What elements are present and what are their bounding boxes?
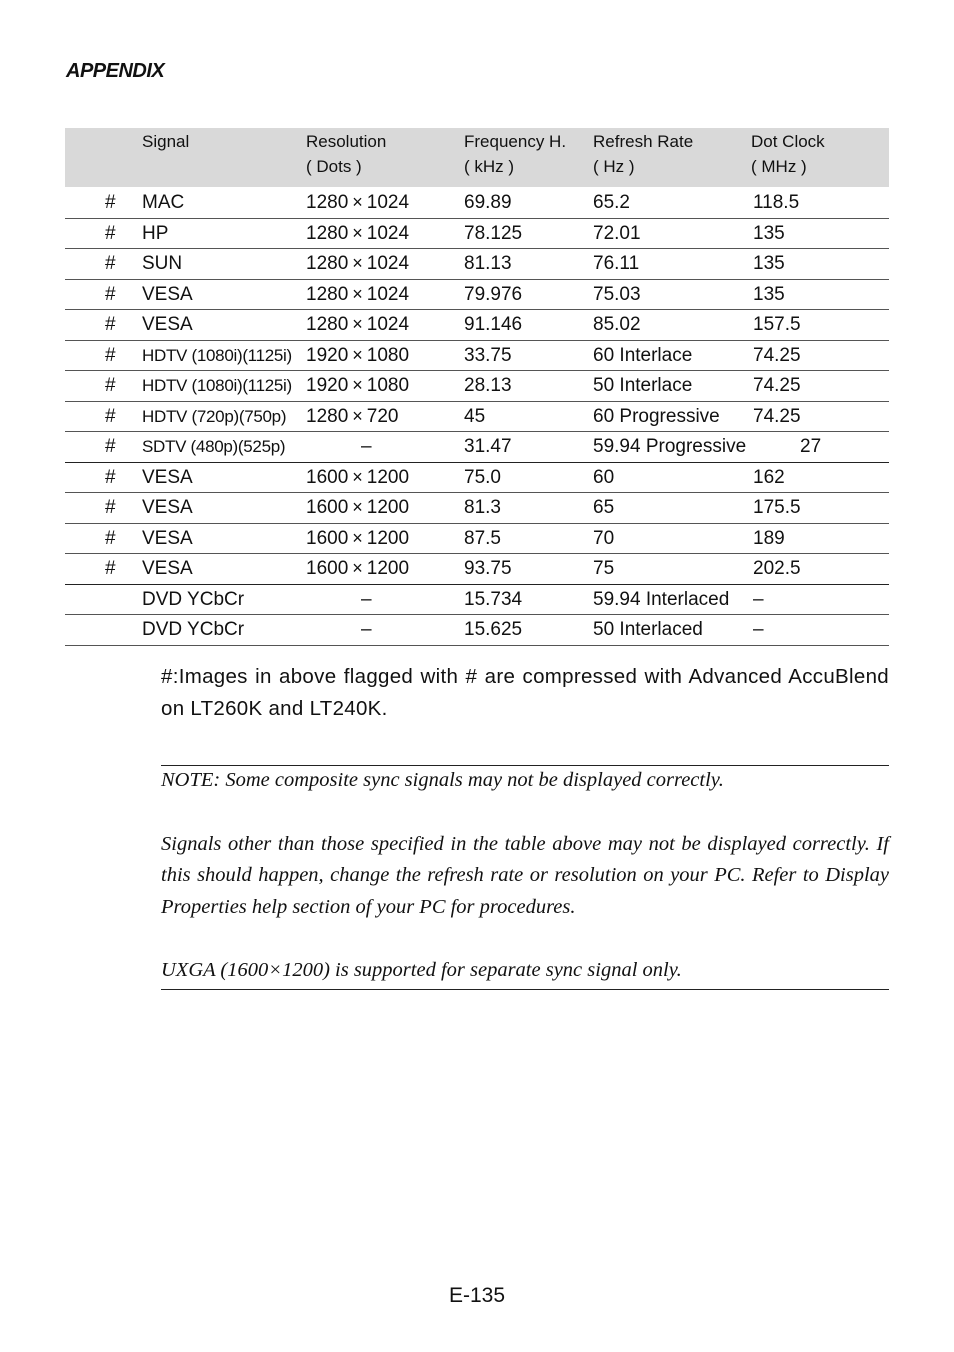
resolution-width: 1920: [306, 375, 349, 396]
row-signal: SDTV (480p)(525p): [142, 437, 286, 456]
row-refresh-rate: 72.01: [593, 222, 641, 244]
row-dot-clock: 175.5: [753, 497, 801, 518]
row-dot-clock: 135: [753, 253, 785, 274]
row-dot-clock: 118.5: [753, 192, 800, 213]
notes-box: [161, 765, 889, 990]
row-refresh-rate: 50 Interlace: [593, 375, 693, 396]
row-resolution: [306, 554, 409, 583]
row-frequency: 79.976: [464, 283, 523, 305]
signal-table: [65, 128, 889, 646]
resolution-height: 1024: [366, 192, 410, 213]
note-composite-sync: NOTE: Some composite sync signals may not be displayed correctly.: [161, 769, 724, 791]
table-row: [65, 341, 889, 372]
row-flag: #: [105, 375, 116, 396]
row-frequency: 81.3: [464, 497, 501, 518]
times-sign: ×: [352, 222, 363, 243]
times-sign: ×: [352, 253, 363, 273]
row-frequency: 69.89: [464, 192, 512, 213]
header-resolution: [306, 129, 386, 179]
resolution-height: 1080: [366, 375, 410, 396]
row-resolution: [306, 219, 409, 248]
row-resolution: [306, 310, 409, 339]
resolution-width: 1600: [306, 527, 349, 549]
row-frequency: 15.625: [464, 619, 523, 640]
row-flag: #: [105, 192, 116, 213]
resolution-height: 1024: [366, 283, 410, 305]
row-frequency: 93.75: [464, 558, 512, 579]
row-frequency: 33.75: [464, 344, 512, 366]
row-refresh-rate: 76.11: [593, 253, 640, 274]
times-sign: ×: [352, 283, 363, 304]
header-signal-label: Signal: [142, 132, 190, 151]
row-dot-clock: 74.25: [753, 344, 801, 366]
note-uxga: UXGA (1600×1200) is supported for separate sync signal only.: [161, 959, 682, 981]
row-dot-clock: –: [753, 619, 764, 640]
row-flag: #: [105, 253, 116, 274]
row-flag: #: [105, 558, 116, 579]
table-row: [65, 188, 889, 219]
row-refresh-rate: 70: [593, 527, 615, 549]
row-signal: VESA: [142, 283, 193, 305]
resolution-width: 1280: [306, 192, 349, 213]
row-dot-clock: 74.25: [753, 375, 801, 396]
row-signal: VESA: [142, 527, 193, 549]
row-refresh-rate: 59.94 Interlaced: [593, 588, 730, 610]
row-resolution: [306, 249, 409, 278]
row-refresh-rate: 50 Interlaced: [593, 619, 703, 640]
row-signal: VESA: [142, 497, 193, 518]
row-dot-clock: 189: [753, 527, 785, 549]
row-frequency: 28.13: [464, 375, 512, 396]
page-number: E-135: [448, 1284, 506, 1307]
times-sign: ×: [352, 192, 363, 212]
row-frequency: 91.146: [464, 314, 523, 335]
header-dotclock: [751, 129, 825, 179]
resolution-width: 1600: [306, 558, 349, 579]
resolution-height: 1024: [366, 222, 410, 244]
times-sign: ×: [352, 558, 363, 578]
row-dot-clock: –: [753, 588, 764, 610]
row-dot-clock: 202.5: [753, 558, 801, 579]
times-sign: ×: [352, 497, 363, 517]
section-title: APPENDIX: [66, 60, 165, 82]
resolution-height: 1080: [366, 344, 410, 366]
table-row: [65, 310, 889, 341]
row-resolution: [306, 463, 409, 492]
row-resolution: –: [361, 588, 372, 610]
row-dot-clock: 27: [800, 436, 822, 457]
header-dotclock-unit: ( MHz ): [751, 157, 807, 176]
row-refresh-rate: 60: [593, 466, 615, 488]
table-row: [65, 249, 889, 280]
row-refresh-rate: 59.94 Progressive: [593, 436, 747, 457]
row-frequency: 81.13: [464, 253, 512, 274]
row-resolution: [306, 371, 409, 400]
times-sign: ×: [352, 344, 363, 365]
resolution-height: 1200: [366, 558, 410, 579]
header-frequency-label: Frequency H.: [464, 132, 567, 151]
row-signal: HP: [142, 222, 169, 244]
times-sign: ×: [352, 314, 363, 334]
row-refresh-rate: 75: [593, 558, 615, 579]
row-dot-clock: 157.5: [753, 314, 801, 335]
resolution-width: 1280: [306, 405, 349, 427]
table-row: [65, 585, 889, 616]
row-dot-clock: 162: [753, 466, 785, 488]
row-flag: #: [105, 405, 116, 427]
resolution-height: 1200: [366, 527, 410, 549]
row-dot-clock: 135: [753, 222, 785, 244]
row-refresh-rate: 75.03: [593, 283, 641, 305]
row-signal: DVD YCbCr: [142, 619, 245, 640]
resolution-width: 1280: [306, 222, 349, 244]
row-refresh-rate: 60 Progressive: [593, 405, 720, 427]
times-sign: ×: [352, 466, 363, 487]
header-resolution-unit: ( Dots ): [306, 157, 362, 176]
row-frequency: 87.5: [464, 527, 501, 549]
table-row: [65, 219, 889, 250]
row-flag: #: [105, 466, 116, 488]
resolution-height: 1024: [366, 253, 410, 274]
row-signal: VESA: [142, 558, 193, 579]
row-resolution: [306, 493, 409, 522]
row-signal: HDTV (1080i)(1125i): [142, 345, 292, 365]
row-signal: HDTV (1080i)(1125i): [142, 376, 292, 395]
row-flag: #: [105, 497, 116, 518]
table-row: [65, 280, 889, 311]
row-refresh-rate: 65: [593, 497, 615, 518]
row-frequency: 78.125: [464, 222, 523, 244]
row-dot-clock: 74.25: [753, 405, 801, 427]
resolution-width: 1280: [306, 283, 349, 305]
resolution-height: 1200: [366, 466, 410, 488]
row-refresh-rate: 85.02: [593, 314, 641, 335]
row-signal: VESA: [142, 466, 193, 488]
row-resolution: [306, 188, 409, 217]
resolution-width: 1600: [306, 466, 349, 488]
note-unspecified-signals: Signals other than those specified in the table above may not be displayed correctly. If this should happen, change the refresh rate or resolution on your PC. Refer to Display Properties help section of your PC for procedures.: [161, 832, 889, 918]
row-resolution: [306, 524, 409, 553]
times-sign: ×: [352, 375, 363, 395]
resolution-height: 720: [366, 405, 399, 427]
table-body: [65, 188, 889, 646]
row-signal: SUN: [142, 253, 183, 274]
row-signal: MAC: [142, 192, 185, 213]
resolution-height: 1200: [366, 497, 410, 518]
row-signal: VESA: [142, 314, 193, 335]
table-header: [65, 128, 889, 187]
header-frequency: [464, 129, 566, 179]
resolution-width: 1280: [306, 253, 349, 274]
table-row: [65, 432, 889, 463]
header-refresh-label: Refresh Rate: [593, 132, 694, 151]
header-refresh-unit: ( Hz ): [593, 157, 635, 176]
row-signal: HDTV (720p)(750p): [142, 406, 287, 426]
row-frequency: 15.734: [464, 588, 523, 610]
row-flag: #: [105, 344, 116, 366]
row-dot-clock: 135: [753, 283, 785, 305]
row-resolution: [306, 280, 409, 309]
row-flag: #: [105, 283, 116, 305]
row-resolution: [306, 402, 399, 431]
table-row: [65, 615, 889, 646]
row-frequency: 31.47: [464, 436, 512, 457]
row-flag: #: [105, 314, 116, 335]
row-signal: DVD YCbCr: [142, 588, 245, 610]
resolution-width: 1600: [306, 497, 349, 518]
row-frequency: 75.0: [464, 466, 501, 488]
resolution-width: 1920: [306, 344, 349, 366]
resolution-width: 1280: [306, 314, 349, 335]
table-row: [65, 371, 889, 402]
footnote: #:Images in above flagged with # are compressed with Advanced AccuBlend on LT260K and LT240K.: [161, 665, 889, 720]
row-flag: #: [105, 436, 116, 457]
times-sign: ×: [352, 405, 363, 426]
table-row: [65, 402, 889, 433]
row-refresh-rate: 65.2: [593, 192, 630, 213]
times-sign: ×: [352, 527, 363, 548]
row-resolution: [306, 341, 409, 370]
resolution-height: 1024: [366, 314, 410, 335]
header-signal: [142, 129, 189, 154]
header-dotclock-label: Dot Clock: [751, 132, 825, 151]
row-resolution: –: [361, 436, 372, 457]
header-resolution-label: Resolution: [306, 132, 387, 151]
table-row: [65, 524, 889, 555]
header-frequency-unit: ( kHz ): [464, 157, 515, 176]
table-row: [65, 493, 889, 524]
row-refresh-rate: 60 Interlace: [593, 344, 693, 366]
row-flag: #: [105, 222, 116, 244]
table-row: [65, 554, 889, 585]
row-frequency: 45: [464, 405, 486, 427]
header-refresh: [593, 129, 693, 179]
row-resolution: –: [361, 619, 372, 640]
row-flag: #: [105, 527, 116, 549]
table-row: [65, 463, 889, 494]
